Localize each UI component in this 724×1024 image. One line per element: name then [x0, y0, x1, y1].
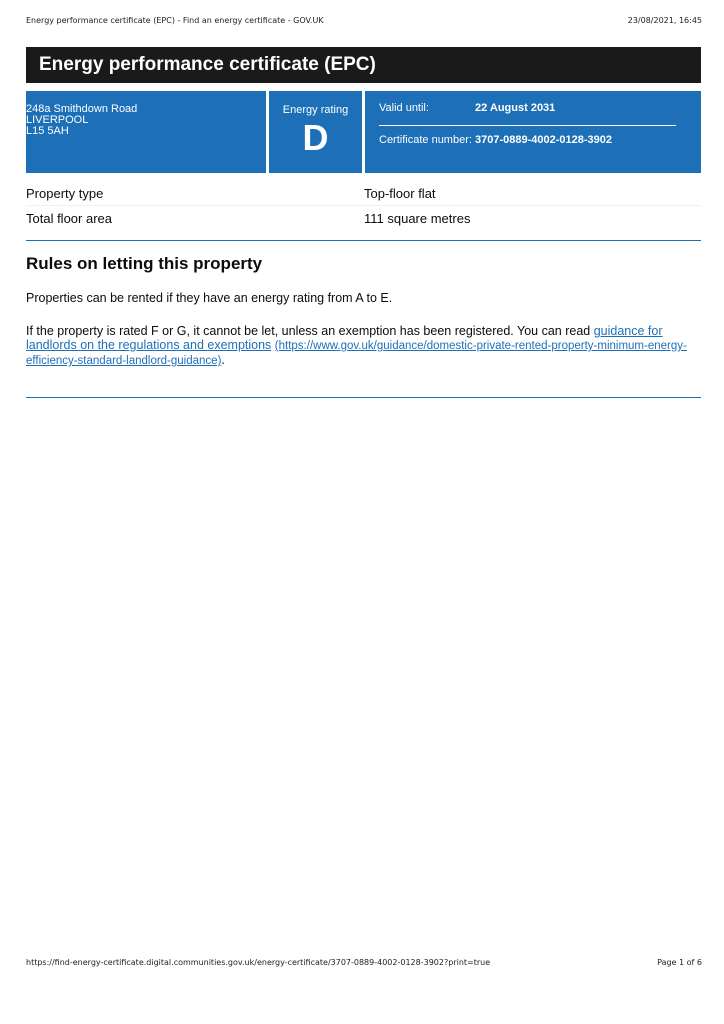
certificate-summary — [26, 91, 701, 173]
address-line-1: 248a Smithdown Road — [26, 103, 138, 115]
validity-panel — [365, 91, 701, 173]
valid-until-row — [379, 102, 676, 114]
certificate-number-label: Certificate number: — [379, 134, 472, 146]
address-line-3: L15 5AH — [26, 125, 69, 137]
print-header-datetime: 23/08/2021, 16:45 — [627, 16, 702, 25]
address-panel — [26, 91, 266, 173]
energy-rating-panel — [269, 91, 362, 173]
energy-rating-label: Energy rating — [282, 104, 349, 116]
section-divider-bottom — [26, 397, 701, 398]
exemption-text: If the property is rated F or G, it cannot be let, unless an exemption has been registered. You can read — [26, 324, 594, 338]
print-header-title: Energy performance certificate (EPC) - Find an energy certificate - GOV.UK — [26, 16, 324, 25]
print-header — [26, 16, 702, 25]
section-divider-top — [26, 240, 701, 241]
property-type-label: Property type — [26, 185, 104, 201]
certificate-number-value: 3707-0889-4002-0128-3902 — [475, 134, 613, 146]
floor-area-label: Total floor area — [26, 210, 112, 226]
property-type-row — [26, 181, 701, 206]
floor-area-row — [26, 206, 701, 230]
guidance-link[interactable]: guidance for landlords on the regulations and exemptions — [26, 324, 663, 352]
page-number: Page 1 of 6 — [657, 958, 702, 967]
valid-until-value: 22 August 2031 — [475, 102, 556, 114]
validity-divider — [379, 125, 676, 126]
energy-rating-letter: D — [302, 117, 329, 158]
property-type-value: Top-floor flat — [364, 185, 436, 201]
address-line-2: LIVERPOOL — [26, 114, 89, 126]
certificate-number-row — [379, 134, 676, 146]
property-details — [26, 181, 701, 230]
print-footer-url: https://find-energy-certificate.digital.communities.gov.uk/energy-certificate/3707-0889-4002-0128-3902?print=true — [26, 958, 491, 967]
exemption-paragraph — [26, 324, 701, 368]
exemption-text-end: . — [221, 353, 225, 367]
valid-until-label: Valid until: — [379, 102, 429, 114]
page-title: Energy performance certificate (EPC) — [26, 47, 701, 83]
letting-rule-paragraph: Properties can be rented if they have an energy rating from A to E. — [26, 291, 393, 305]
section-heading: Rules on letting this property — [26, 254, 263, 273]
floor-area-value: 111 square metres — [364, 210, 471, 226]
print-footer — [26, 958, 702, 967]
guidance-link-url[interactable]: (https://www.gov.uk/guidance/domestic-private-rented-property-minimum-energy-efficiency-standard-landlord-guidance) — [26, 340, 687, 367]
